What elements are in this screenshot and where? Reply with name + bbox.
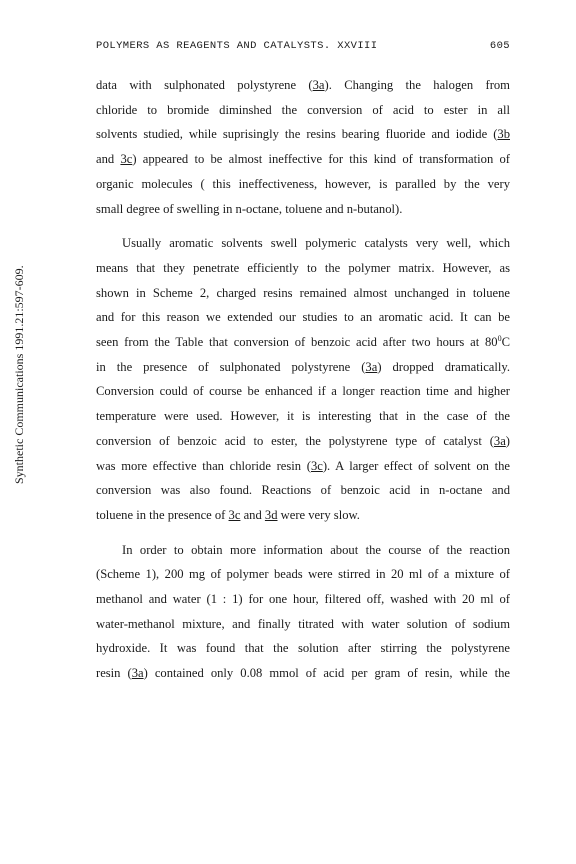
degree-superscript: 0 [497,334,502,344]
paragraph-3 [96,538,510,686]
text-line: and for this reason we extended our studies to an aromatic acid. It can be [96,310,510,325]
text-line: in the presence of sulphonated polystyrene (3a) dropped dramatically. [96,359,511,374]
paragraph-1 [96,73,510,221]
text-line: chloride to bromide diminshed the conversion of acid to ester in all [96,102,510,117]
text-line: was more effective than chloride resin (3c). A larger effect of solvent on the [96,458,510,473]
text-line: means that they penetrate efficiently to the polymer matrix. However, as [96,260,510,275]
text-line: data with sulphonated polystyrene (3a). Changing the halogen from [96,78,510,92]
body-text [96,73,510,686]
compound-ref: 3b [497,127,510,142]
text-line: water-methanol mixture, and finally titrated with water solution of sodium [96,616,510,631]
text-line: conversion of benzoic acid to ester, the polystyrene type of catalyst (3a) [96,433,510,448]
compound-ref: 3a [493,433,506,448]
running-head-title: POLYMERS AS REAGENTS AND CATALYSTS. XXVIII [96,40,378,52]
paragraph-2 [96,231,510,527]
compound-ref: 3c [310,458,323,473]
text-line: toluene in the presence of 3c and 3d were very slow. [96,507,360,522]
text-line: conversion was also found. Reactions of benzoic acid in n-octane and [96,483,510,498]
text-line: seen from the Table that conversion of benzoic acid after two hours at $80^0C$ [96,334,510,350]
text-line: hydroxide. It was found that the solution after stirring the polystyrene [96,641,510,656]
running-head [96,40,510,56]
text-line: (Scheme 1), 200 mg of polymer beads were stirred in 20 ml of a mixture of [96,567,510,582]
text-line: resin (3a) contained only 0.08 mmol of acid per gram of resin, while the [96,666,510,681]
text-line: shown in Scheme 2, charged resins remained almost unchanged in toluene [96,285,510,300]
compound-ref: 3c [228,507,241,522]
text-line: Usually aromatic solvents swell polymeric catalysts very well, which [122,236,510,251]
text-line: temperature were used. However, it is interesting that in the case of the [96,409,510,424]
compound-ref: 3c [120,152,133,167]
text-line: In order to obtain more information about the course of the reaction [122,542,510,557]
compound-ref: 3a [365,359,378,374]
text-line: solvents studied, while suprisingly the resins bearing fluoride and iodide (3b [96,127,510,142]
compound-ref: 3a [131,666,144,681]
text-line: Conversion could of course be enhanced if a longer reaction time and higher [96,384,510,399]
compound-ref: 3d [264,507,278,522]
page-number: 605 [489,40,510,52]
text-line: methanol and water (1 : 1) for one hour, filtered off, washed with 20 ml of [96,592,510,607]
compound-ref: 3a [312,78,325,92]
text-line: and 3c) appeared to be almost ineffective for this kind of transformation of [96,152,510,167]
journal-citation-sidebar: Synthetic Communications 1991.21:597-609. [12,265,26,485]
text-line: small degree of swelling in n-octane, toluene and n-butanol). [96,201,403,216]
text-line: organic molecules ( this ineffectiveness, however, is paralled by the very [96,176,510,191]
